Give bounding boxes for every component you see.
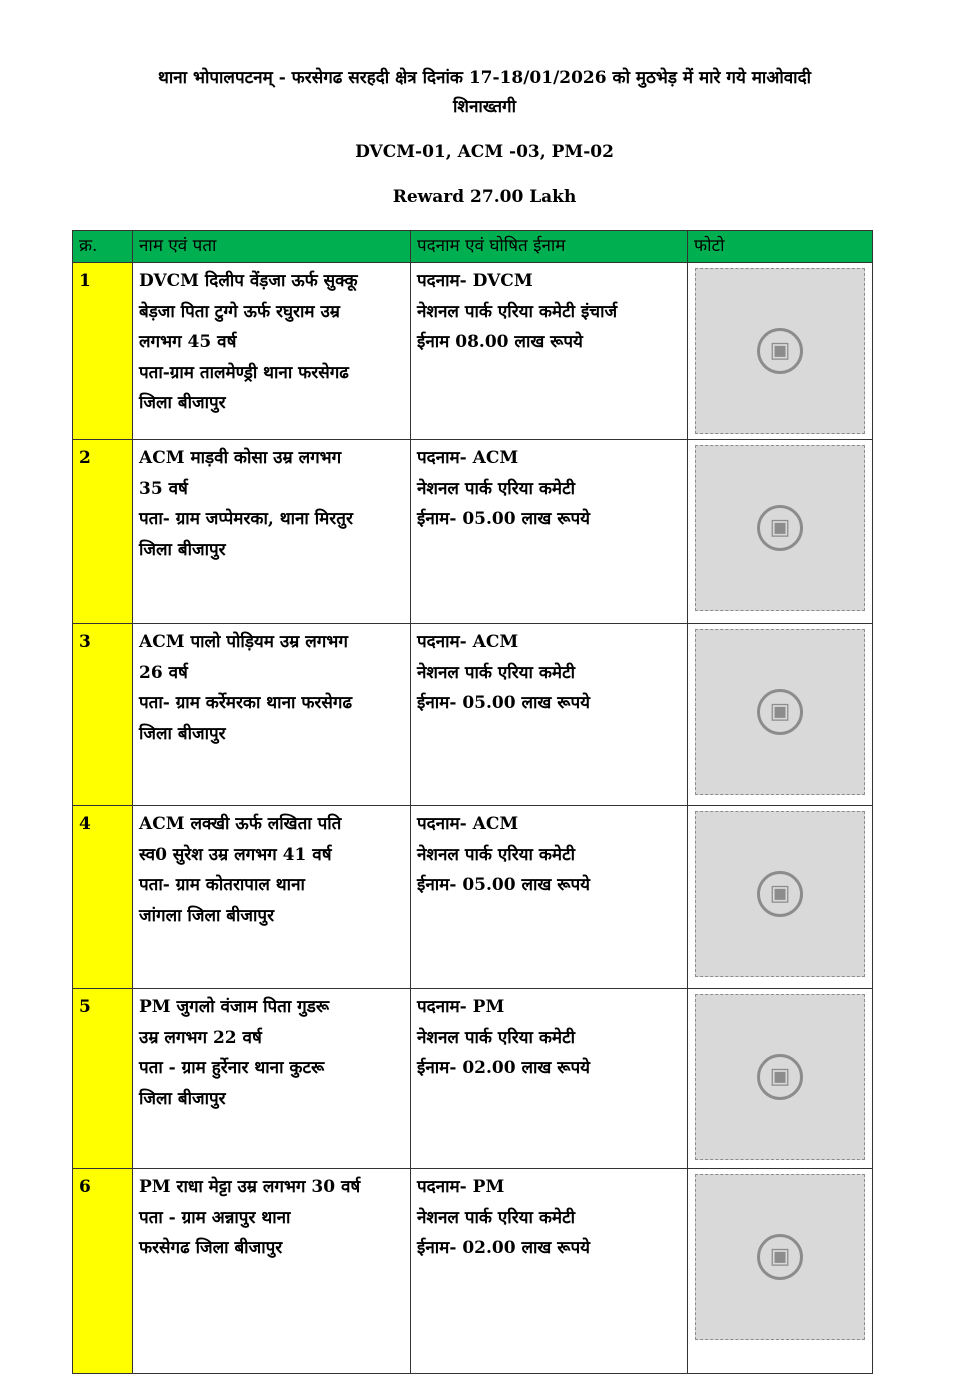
serial-number: 3 <box>73 624 133 806</box>
document-title <box>0 64 969 122</box>
image-placeholder-icon: ▣ <box>757 328 803 374</box>
designation-reward-line: ईनाम- 05.00 लाख रूपये <box>417 509 590 529</box>
name-address-line: जांगला जिला बीजापुर <box>139 905 275 926</box>
table-row <box>73 1169 873 1374</box>
name-address-line: 26 वर्ष <box>139 662 188 683</box>
name-address-line: पता- ग्राम कर्रेमरका थाना फरसेगढ <box>139 693 353 713</box>
photo-cell <box>688 806 873 989</box>
photo-placeholder <box>695 629 865 795</box>
name-address-cell <box>133 263 411 440</box>
designation-reward-line: ईनाम- 02.00 लाख रूपये <box>417 1058 590 1078</box>
photo-placeholder <box>695 994 865 1160</box>
cadre-counts: DVCM-01, ACM -03, PM-02 <box>355 142 614 162</box>
designation-reward-cell <box>411 263 688 440</box>
photo-cell <box>688 440 873 624</box>
name-address-line: जिला बीजापुर <box>139 539 226 560</box>
table-row <box>73 806 873 989</box>
designation-reward-cell <box>411 989 688 1169</box>
photo-cell <box>688 263 873 440</box>
image-placeholder-icon: ▣ <box>757 689 803 735</box>
designation-reward-line: पदनाम- ACM <box>417 632 519 652</box>
designation-reward-line: ईनाम 08.00 लाख रूपये <box>417 332 583 352</box>
photo-placeholder <box>695 445 865 611</box>
serial-number: 1 <box>73 263 133 440</box>
name-address-line: पता - ग्राम अन्नापुर थाना <box>139 1207 291 1228</box>
name-address-line: स्व0 सुरेश उम्र लगभग 41 वर्ष <box>139 844 332 865</box>
name-address-line: PM जुगलो वंजाम पिता गुडरू <box>139 997 330 1017</box>
name-address-line: बेड़जा पिता टुग्गे ऊर्फ रघुराम उम्र <box>139 301 340 322</box>
name-address-cell <box>133 440 411 624</box>
name-address-line: लगभग 45 वर्ष <box>139 332 237 352</box>
table-row <box>73 624 873 806</box>
photo-cell <box>688 1169 873 1374</box>
image-placeholder-icon: ▣ <box>757 1054 803 1100</box>
designation-reward-line: पदनाम- PM <box>417 1177 505 1197</box>
identification-table <box>72 230 873 1374</box>
designation-reward-line: ईनाम- 05.00 लाख रूपये <box>417 693 590 713</box>
image-placeholder-icon: ▣ <box>757 871 803 917</box>
photo-placeholder <box>695 268 865 434</box>
serial-number: 5 <box>73 989 133 1169</box>
designation-reward-line: नेशनल पार्क एरिया कमेटी <box>417 1027 576 1048</box>
designation-reward-cell <box>411 806 688 989</box>
name-address-line: 35 वर्ष <box>139 478 188 499</box>
header-photo: फोटो <box>688 231 873 263</box>
name-address-line: पता- ग्राम जप्पेमरका, थाना मिरतुर <box>139 509 353 529</box>
name-address-line: पता- ग्राम कोतरापाल थाना <box>139 875 305 895</box>
designation-reward-line: पदनाम- ACM <box>417 448 519 468</box>
name-address-line: PM राधा मेट्टा उम्र लगभग 30 वर्ष <box>139 1177 361 1197</box>
name-address-line: ACM लक्खी ऊर्फ लखिता पति <box>139 814 342 834</box>
photo-cell <box>688 989 873 1169</box>
designation-reward-cell <box>411 1169 688 1374</box>
table-row <box>73 440 873 624</box>
name-address-line: ACM माड़वी कोसा उम्र लगभग <box>139 448 342 468</box>
designation-reward-cell <box>411 624 688 806</box>
name-address-line: जिला बीजापुर <box>139 1088 226 1109</box>
name-address-line: DVCM दिलीप वेंड़जा ऊर्फ सुक्कू <box>139 271 358 291</box>
name-address-line: पता - ग्राम हुर्रेनार थाना कुटरू <box>139 1058 325 1078</box>
name-address-cell <box>133 624 411 806</box>
name-address-line: जिला बीजापुर <box>139 393 226 413</box>
name-address-line: फरसेगढ जिला बीजापुर <box>139 1238 283 1258</box>
name-address-line: जिला बीजापुर <box>139 723 226 744</box>
title-line-2: शिनाख्तगी <box>453 97 516 117</box>
header-serial: क्र. <box>73 231 133 263</box>
name-address-line: पता-ग्राम तालमेण्ड्री थाना फरसेगढ <box>139 362 349 383</box>
name-address-cell <box>133 989 411 1169</box>
serial-number: 2 <box>73 440 133 624</box>
table-header-row <box>73 231 873 263</box>
designation-reward-line: नेशनल पार्क एरिया कमेटी <box>417 1207 576 1228</box>
name-address-line: उम्र लगभग 22 वर्ष <box>139 1027 262 1048</box>
table-row <box>73 263 873 440</box>
header-name-address: नाम एवं पता <box>133 231 411 263</box>
photo-cell <box>688 624 873 806</box>
designation-reward-line: नेशनल पार्क एरिया कमेटी <box>417 662 576 683</box>
total-reward: Reward 27.00 Lakh <box>392 187 577 207</box>
name-address-line: ACM पालो पोड़ियम उम्र लगभग <box>139 632 348 652</box>
serial-number: 6 <box>73 1169 133 1374</box>
serial-number: 4 <box>73 806 133 989</box>
designation-reward-line: नेशनल पार्क एरिया कमेटी इंचार्ज <box>417 301 618 322</box>
photo-placeholder <box>695 1174 865 1340</box>
designation-reward-line: पदनाम- ACM <box>417 814 519 834</box>
title-line-1: थाना भोपालपटनम् - फरसेगढ सरहदी क्षेत्र दिनांक 17-18/01/2026 को मुठभेड़ में मारे गये माओवादी <box>157 68 812 88</box>
designation-reward-line: ईनाम- 02.00 लाख रूपये <box>417 1238 590 1258</box>
image-placeholder-icon: ▣ <box>757 505 803 551</box>
designation-reward-cell <box>411 440 688 624</box>
photo-placeholder <box>695 811 865 977</box>
designation-reward-line: नेशनल पार्क एरिया कमेटी <box>417 844 576 865</box>
name-address-cell <box>133 1169 411 1374</box>
designation-reward-line: पदनाम- DVCM <box>417 271 533 291</box>
name-address-cell <box>133 806 411 989</box>
designation-reward-line: पदनाम- PM <box>417 997 505 1017</box>
header-designation-reward: पदनाम एवं घोषित ईनाम <box>411 231 688 263</box>
image-placeholder-icon: ▣ <box>757 1234 803 1280</box>
designation-reward-line: ईनाम- 05.00 लाख रूपये <box>417 875 590 895</box>
table-row <box>73 989 873 1169</box>
designation-reward-line: नेशनल पार्क एरिया कमेटी <box>417 478 576 499</box>
